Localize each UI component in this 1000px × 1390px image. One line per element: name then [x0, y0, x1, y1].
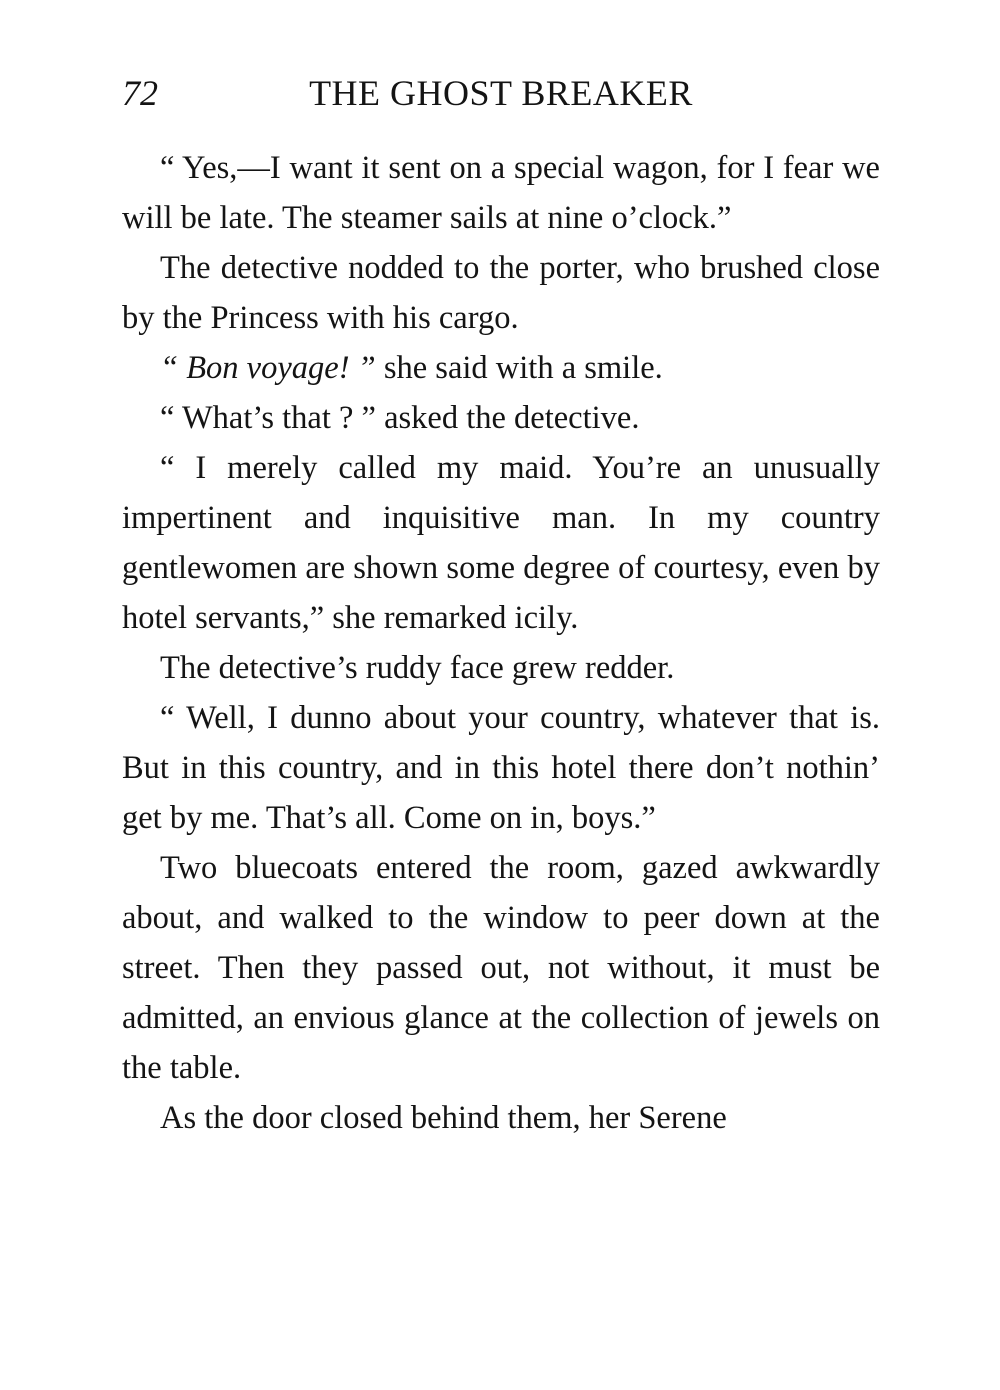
paragraph: The detective’s ruddy face grew redder.: [160, 650, 675, 686]
paragraph: The detective nodded to the porter, who brushed close by the Princess with his cargo.: [122, 250, 880, 336]
running-header: [122, 68, 880, 118]
body-text: [122, 143, 880, 1143]
italic-phrase: “ Bon voyage! ”: [160, 350, 376, 386]
book-title: THE GHOST BREAKER: [309, 73, 693, 113]
paragraph-text: she said with a smile.: [375, 350, 663, 386]
paragraph: As the door closed behind them, her Serene: [160, 1100, 727, 1136]
page-number: 72: [122, 73, 158, 113]
paragraph: [122, 343, 880, 393]
paragraph: “ What’s that ? ” asked the detective.: [160, 400, 640, 436]
paragraph: Two bluecoats entered the room, gazed awkwardly about, and walked to the window to peer down at the street. Then they passed out, not without, it must be admitted, an envious glance at the collection of jewels on the table.: [122, 850, 880, 1086]
paragraph: “ I merely called my maid. You’re an unusually impertinent and inquisitive man. In my country gentlewomen are shown some degree of courtesy, even by hotel servants,” she remarked icily.: [122, 450, 880, 636]
paragraph: “ Well, I dunno about your country, whatever that is. But in this country, and in this hotel there don’t nothin’ get by me. That’s all. Come on in, boys.”: [122, 700, 880, 836]
paragraph: “ Yes,—I want it sent on a special wagon, for I fear we will be late. The steamer sails at nine o’clock.”: [122, 150, 880, 236]
book-page: [122, 68, 880, 1143]
